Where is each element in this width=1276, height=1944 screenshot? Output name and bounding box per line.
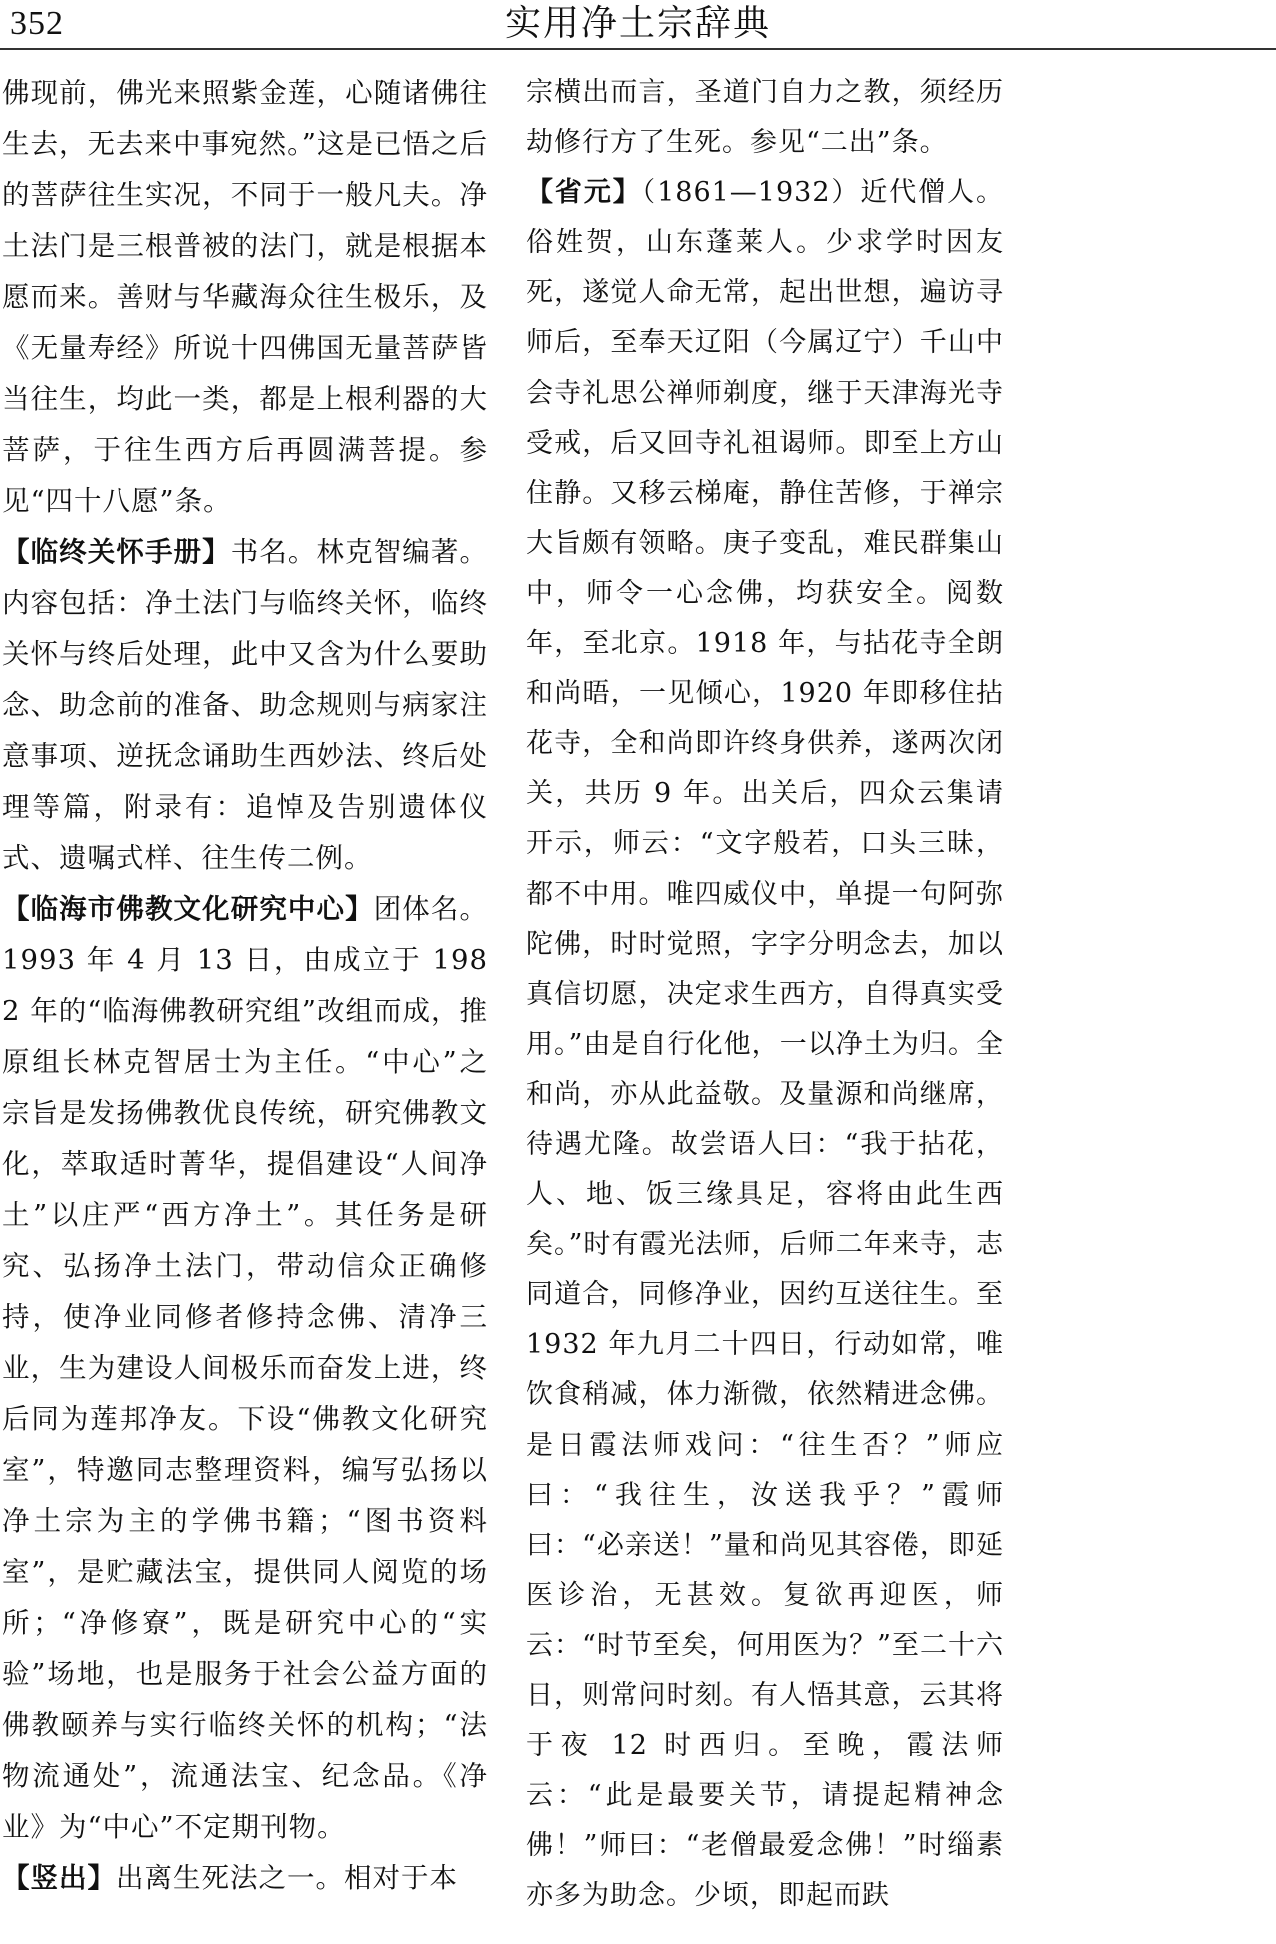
entry-headword: 【竖出】: [2, 1862, 116, 1894]
entry-headword: 【临终关怀手册】: [2, 536, 231, 568]
running-title: 实用净土宗辞典: [504, 3, 771, 44]
left-column: [2, 68, 488, 1904]
paragraph: [526, 168, 1004, 1921]
entry-text: 团体名。1993 年 4 月 13 日，由成立于 1982 年的“临海佛教研究组”改组而成，推原组长林克智居士为主任。“中心”之宗旨是发扬佛教优良传统，研究佛教文化，萃取适时菁华，提倡建设“人间净土”以庄严“西方净土”。其任务是研究、弘扬净土法门，带动信众正确修持，使净业同修者修持念佛、清净三业，生为建设人间极乐而奋发上进，终后同为莲邦净友。下设“佛教文化研究室”，特邀同志整理资料，编写弘扬以净土宗为主的学佛书籍；“图书资料室”，是贮藏法宝，提供同人阅览的场所；“净修寮”，既是研究中心的“实验”场地，也是服务于社会公益方面的佛教颐养与实行临终关怀的机构；“法物流通处”，流通法宝、纪念品。《净业》为“中心”不定期刊物。: [2, 893, 488, 1843]
entry-text: 书名。林克智编著。内容包括：净土法门与临终关怀，临终关怀与终后处理，此中又含为什么要助念、助念前的准备、助念规则与病家注意事项、逆抚念诵助生西妙法、终后处理等篇，附录有：追悼及告别遗体仪式、遗嘱式样、往生传二例。: [2, 536, 488, 874]
paragraph: [2, 68, 488, 527]
right-column: [526, 68, 1004, 1921]
page-number: 352: [10, 5, 64, 42]
paragraph: [2, 1853, 488, 1904]
header-rule: [0, 48, 1276, 50]
entry-text: 宗横出而言，圣道门自力之教，须经历劫修行方了生死。参见“二出”条。: [526, 77, 1004, 159]
entry-headword: 【省元】: [526, 177, 642, 209]
paragraph: [2, 527, 488, 884]
entry-headword: 【临海市佛教文化研究中心】: [2, 893, 374, 925]
page-header: [0, 0, 1276, 58]
entry-text: 佛现前，佛光来照紫金莲，心随诸佛往生去，无去来中事宛然。”这是已悟之后的菩萨往生实况，不同于一般凡夫。净土法门是三根普被的法门，就是根据本愿而来。善财与华藏海众往生极乐，及《无量寿经》所说十四佛国无量菩萨皆当往生，均此一类，都是上根利器的大菩萨，于往生西方后再圆满菩提。参见“四十八愿”条。: [2, 77, 488, 517]
paragraph: [526, 68, 1004, 168]
entry-text: （1861—1932）近代僧人。俗姓贺，山东蓬莱人。少求学时因友死，遂觉人命无常，起出世想，遍访寻师后，至奉天辽阳（今属辽宁）千山中会寺礼思公禅师剃度，继于天津海光寺受戒，后又回寺礼祖谒师。即至上方山住静。又移云梯庵，静住苦修，于禅宗大旨颇有领略。庚子变乱，难民群集山中，师令一心念佛，均获安全。阅数年，至北京。1918 年，与拈花寺全朗和尚晤，一见倾心，1920 年即移住拈花寺，全和尚即许终身供养，遂两次闭关，共历 9 年。出关后，四众云集请开示，师云：“文字般若，口头三昧，都不中用。唯四威仪中，单提一句阿弥陀佛，时时觉照，字字分明念去，加以真信切愿，决定求生西方，自得真实受用。”由是自行化他，一以净土为归。全和尚，亦从此益敬。及量源和尚继席，待遇尤隆。故尝语人曰：“我于拈花，人、地、饭三缘具足，容将由此生西矣。”时有霞光法师，后师二年来寺，志同道合，同修净业，因约互送往生。至 1932 年九月二十四日，行动如常，唯饮食稍减，体力渐微，依然精进念佛。是日霞法师戏问：“往生否？”师应曰：“我往生，汝送我乎？”霞师曰：“必亲送！”量和尚见其容倦，即延医诊治，无甚效。复欲再迎医，师云：“时节至矣，何用医为？”至二十六日，则常问时刻。有人悟其意，云其将于夜 12 时西归。至晚，霞法师云：“此是最要关节，请提起精神念佛！”师曰：“老僧最爱念佛！”时缁素亦多为助念。少顷，即起而趺: [526, 177, 1005, 1912]
paragraph: [2, 884, 488, 1853]
entry-text: 出离生死法之一。相对于本: [116, 1862, 458, 1894]
